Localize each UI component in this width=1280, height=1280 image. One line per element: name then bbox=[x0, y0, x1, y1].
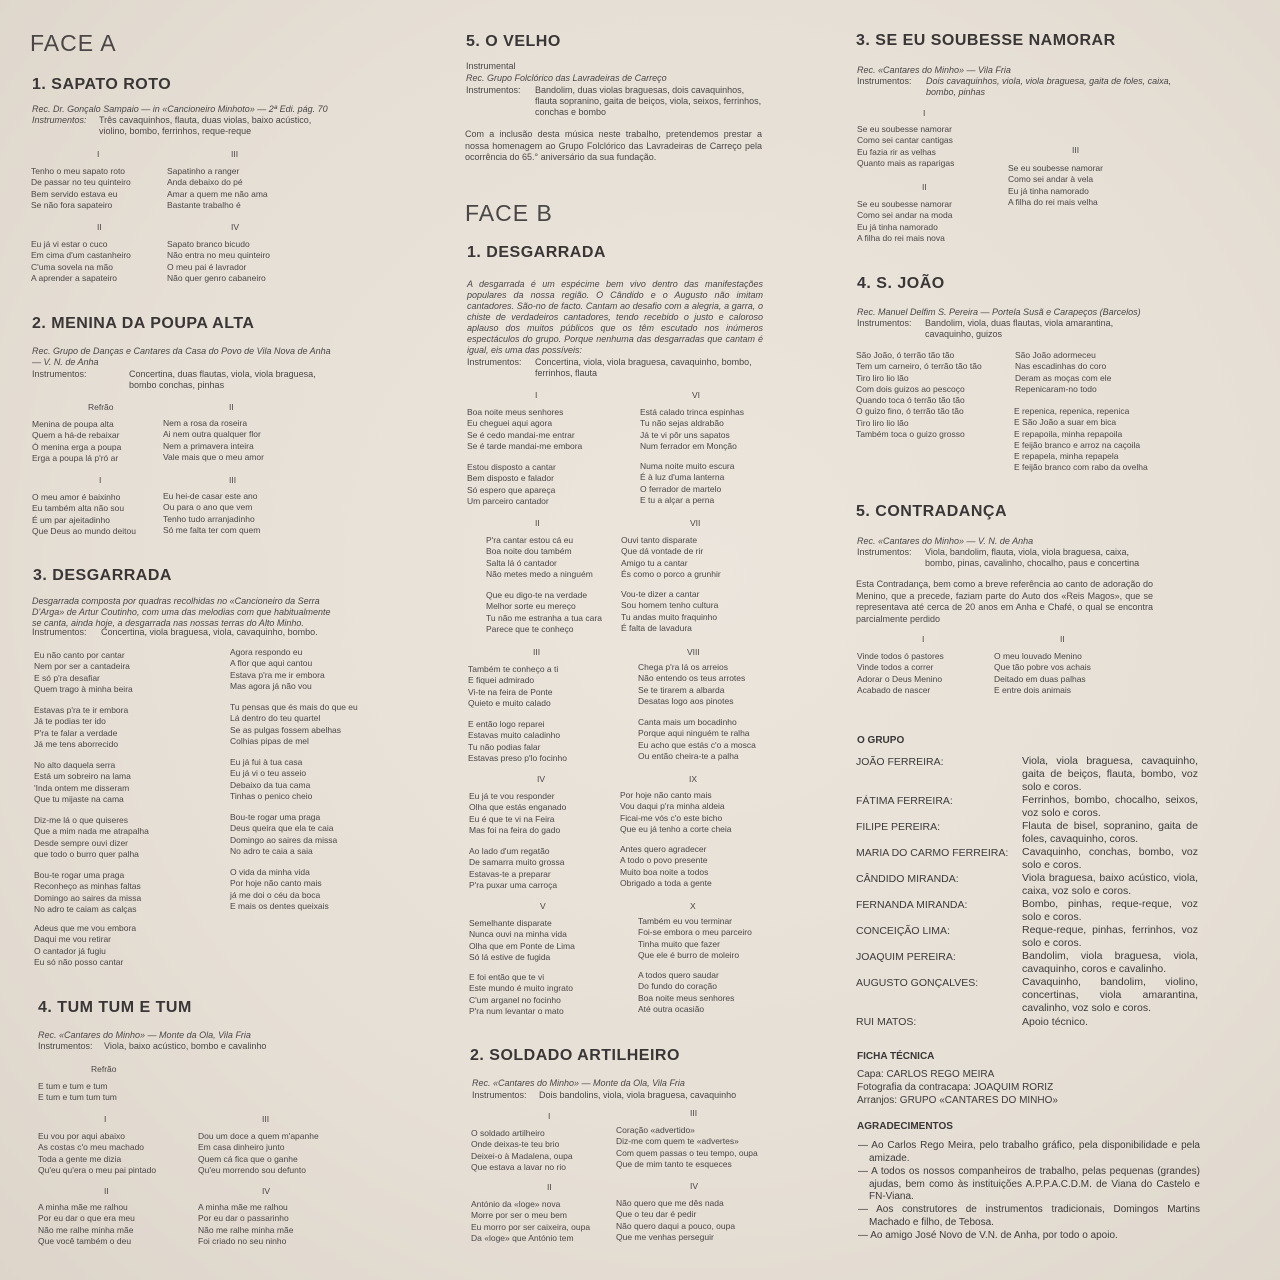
member-name: MARIA DO CARMO FERREIRA: bbox=[856, 847, 1009, 859]
member-name: FERNANDA MIRANDA: bbox=[856, 899, 968, 911]
group-heading: O GRUPO bbox=[857, 735, 905, 746]
track-b2-title: 2. SOLDADO ARTILHEIRO bbox=[470, 1047, 680, 1064]
verse: A minha mãe me ralhou Por eu dar o que era meu Não me ralhe minha mãe Que você também o deu bbox=[38, 1202, 135, 1246]
verse: Semelhante disparate Nunca ouvi na minha vida Olha que em Ponte de Lima Só lá estive de fugida bbox=[469, 918, 575, 962]
track-a5-instruments-label: Instrumentos: bbox=[466, 85, 521, 95]
verse-number: I bbox=[99, 475, 102, 485]
acknowledgement-item: — Ao amigo José Novo de V.N. de Anha, por todo o apoio. bbox=[858, 1230, 1118, 1241]
verse: Antes quero agradecer A todo o povo presente Muito boa noite a todos Obrigado a toda a gente bbox=[620, 844, 712, 888]
verse-number: Refrão bbox=[88, 402, 114, 412]
verse: P'ra cantar estou cá eu Boa noite dou também Salta lá ó cantador Não metes medo a ninguém bbox=[486, 535, 593, 579]
verse-number: II bbox=[104, 1186, 109, 1196]
track-a4-instruments-text: Viola, baixo acústico, bombo e cavalinho bbox=[104, 1041, 267, 1051]
verse-number: II bbox=[97, 222, 102, 232]
verse: O vida da minha vida Por hoje não canto mais já me doi o céu da boca E mais os dentes queixais bbox=[230, 867, 329, 911]
verse-number: I bbox=[923, 108, 926, 118]
verse-number: II bbox=[535, 518, 540, 528]
verse-number: IV bbox=[231, 222, 240, 232]
member-role: Bandolim, viola braguesa, viola, cavaquinho, coros e cavalinho. bbox=[1022, 950, 1198, 975]
verse: Não quero que me dês nada Que o teu dar é pedir Não quero daqui a pouco, oupa Que me venhas perseguir bbox=[616, 1198, 736, 1242]
track-a2-instruments-text: Concertina, duas flautas, viola, viola braguesa, bombo conchas, pinhas bbox=[129, 369, 316, 390]
verse: São João adormeceu Nas escadinhas do coro Deram as moças com ele Repenicaram-no todo bbox=[1015, 350, 1112, 394]
verse-number: III bbox=[533, 647, 541, 657]
verse-number: IV bbox=[690, 1181, 699, 1191]
verse-number: IV bbox=[262, 1186, 271, 1196]
member-role: Cavaquinho, conchas, bombo, voz solo e coros. bbox=[1022, 846, 1198, 871]
verse-number: II bbox=[922, 182, 927, 192]
verse-number: IX bbox=[689, 774, 698, 784]
member-name: CONCEIÇÃO LIMA: bbox=[856, 925, 950, 937]
track-b3-instruments-label: Instrumentos: bbox=[857, 76, 912, 86]
track-a5-instrumental: Instrumental bbox=[466, 61, 516, 71]
verse: Eu já vi estar o cuco Em cima d'um castanheiro C'uma sovela na mão A aprender a sapateiro bbox=[31, 239, 131, 283]
credit-line: Capa: CARLOS REGO MEIRA bbox=[857, 1069, 995, 1080]
member-name: JOAQUIM PEREIRA: bbox=[856, 951, 956, 963]
verse: No alto daquela serra Está um sobreiro na lama 'Inda ontem me disseram Que tu mijaste na cama bbox=[34, 760, 131, 804]
member-role: Flauta de bisel, sopranino, gaita de foles, cavaquinho, coros. bbox=[1022, 820, 1198, 845]
verse: Sapatinho a ranger Anda debaixo do pé Amar a quem me não ama Bastante trabalho é bbox=[167, 166, 268, 210]
verse-number: X bbox=[690, 901, 696, 911]
track-b1-instruments-text: Concertina, viola, viola braguesa, cavaquinho, bombo, ferrinhos, flauta bbox=[535, 357, 752, 378]
member-role: Ferrinhos, bombo, chocalho, seixos, voz solo e coros. bbox=[1022, 794, 1198, 819]
verse: O soldado artilheiro Onde deixas-te teu brio Deixei-o à Madalena, oupa Que estava a lavar no rio bbox=[471, 1128, 573, 1172]
track-a1-instruments: Instrumentos: bbox=[32, 115, 87, 125]
verse: Eu já te vou responder Olha que estás enganado Eu é que te vi na Feira Mas foi na feira do gado bbox=[469, 791, 567, 835]
verse-number: I bbox=[535, 390, 538, 400]
verse-number: VI bbox=[692, 390, 701, 400]
verse-number: VII bbox=[690, 518, 701, 528]
track-a4-rec: Rec. «Cantares do Minho» — Monte da Ola, Vila Fria bbox=[38, 1030, 251, 1040]
verse: E repenica, repenica, repenica E São João a suar em bica E repapoila, minha repapoila E feijão branco e arroz na caçoila E repapela, minha repapela E feijão branco com rabo da ovelha bbox=[1014, 406, 1148, 473]
track-b1-title: 1. DESGARRADA bbox=[467, 244, 606, 261]
verse: Está calado trinca espinhas Tu não sejas aldrabão Já te vi pôr uns sapatos Num ferrador em Monção bbox=[640, 407, 744, 451]
verse: E tum e tum e tum E tum e tum tum tum bbox=[38, 1081, 117, 1103]
member-name: FÁTIMA FERREIRA: bbox=[856, 795, 953, 807]
verse: O meu amor é baixinho Eu também alta não sou É um par ajeitadinho Que Deus ao mundo deitou bbox=[32, 492, 136, 536]
verse: O meu louvado Menino Que tão pobre vos achais Deitado em duas palhas E entre dois animais bbox=[994, 651, 1091, 695]
track-a3-rec: Desgarrada composta por quadras recolhidas no «Cancioneiro da Serra D'Arga» de Artur Coutinho, com uma das melodias com que habitualmente se canta, ainda hoje, a desgarrada nas nossas terras do Alto Minho. bbox=[32, 596, 331, 628]
member-name: JOÃO FERREIRA: bbox=[856, 756, 944, 768]
verse: António da «loge» nova Morre por ser o meu bem Eu morro por ser caixeira, oupa Da «loge» que António tem bbox=[471, 1199, 591, 1243]
track-a5-rec: Rec. Grupo Folclórico das Lavradeiras de Carreço bbox=[466, 73, 667, 83]
track-b4-instruments-label: Instrumentos: bbox=[857, 318, 912, 328]
verse: Por hoje não canto mais Vou daqui p'ra minha aldeia Ficai-me vós c'o este bicho Que eu já tenho a corte cheia bbox=[620, 790, 732, 834]
track-b3-title: 3. SE EU SOUBESSE NAMORAR bbox=[856, 32, 1116, 49]
member-role: Viola braguesa, baixo acústico, viola, caixa, voz solo e coros. bbox=[1022, 872, 1198, 897]
track-a5-note: Com a inclusão desta música neste trabalho, pretendemos prestar a nossa homenagem ao Grupo Folclórico das Lavradeiras de Carreço pela ocorrência do 65.° aniversário da sua fundação. bbox=[465, 129, 762, 162]
track-a2-rec: Rec. Grupo de Danças e Cantares da Casa do Povo de Vila Nova de Anha — V. N. de Anha bbox=[32, 346, 331, 367]
face-a-heading: FACE A bbox=[30, 30, 117, 56]
verse: Coração «advertido» Diz-me com quem te «advertes» Com quem passas o teu tempo, oupa Que de mim tanto te esqueces bbox=[616, 1125, 758, 1169]
track-a3-title: 3. DESGARRADA bbox=[33, 567, 172, 584]
verse-number: III bbox=[262, 1114, 270, 1124]
verse: Vinde todos ó pastores Vinde todos a correr Adorar o Deus Menino Acabado de nascer bbox=[857, 651, 944, 695]
verse: Numa noite muito escura É à luz d'uma lanterna O ferrador de martelo E tu a alçar a perna bbox=[640, 461, 735, 505]
verse: Eu vou por aqui abaixo As costas c'o meu machado Toda a gente me dizia Qu'eu qu'era o meu pai pintado bbox=[38, 1131, 157, 1175]
acknowledgement-item: — Ao Carlos Rego Meira, pelo trabalho gráfico, pela disponibilidade e pela amizade. bbox=[858, 1140, 1200, 1164]
verse: Se eu soubesse namorar Como sei andar à vela Eu já tinha namorado A filha do rei mais velha bbox=[1008, 163, 1103, 207]
verse: Vou-te dizer a cantar Sou homem tenho cultura Tu andas muito fraquinho É falta de lavadura bbox=[621, 589, 719, 633]
verse: Chega p'ra lá os arreios Não entendo os teus arrotes Se te tirarem a albarda Desatas logo aos pinotes bbox=[638, 662, 746, 706]
verse: Também eu vou terminar Foi-se embora o meu parceiro Tinha muito que fazer Que ele é burro de moleiro bbox=[638, 916, 752, 960]
track-a2-title: 2. MENINA DA POUPA ALTA bbox=[32, 315, 255, 332]
track-b5-instruments-text: Viola, bandolim, flauta, viola, viola braguesa, caixa, bombo, pinas, cavalinho, chocalho, paus e concertina bbox=[925, 547, 1140, 568]
credits-heading: FICHA TÉCNICA bbox=[857, 1051, 935, 1062]
acknowledgements-heading: AGRADECIMENTOS bbox=[857, 1121, 953, 1132]
track-b5-note: Esta Contradança, bem como a breve referência ao canto de adoração do Menino, que a precede, faziam parte do Auto dos «Reis Magos», que se representava até cerca de 20 anos em Anha e Chafé, o qual se encontra parcialmente perdido bbox=[856, 579, 1153, 624]
verse-number: III bbox=[231, 149, 239, 159]
track-a3-instruments-text: Concertina, viola braguesa, viola, cavaquinho, bombo. bbox=[101, 627, 318, 637]
credit-line: Fotografia da contracapa: JOAQUIM RORIZ bbox=[857, 1082, 1054, 1093]
credit-line: Arranjos: GRUPO «CANTARES DO MINHO» bbox=[857, 1095, 1058, 1106]
verse: Adeus que me vou embora Daqui me vou retirar O cantador já fugiu Eu só não posso cantar bbox=[34, 923, 137, 967]
verse: Estavas p'ra te ir embora Já te podias ter ido P'ra te falar a verdade Já me tens aborrecido bbox=[34, 705, 129, 749]
member-name: CÂNDIDO MIRANDA: bbox=[856, 873, 959, 885]
acknowledgement-item: — A todos os nossos companheiros de trabalho, pelas pequenas (grandes) ajudas, bem como às instituições A.P.P.A.C.D.M. de Viana do Castelo e FN-Viana. bbox=[858, 1166, 1200, 1202]
verse: Diz-me lá o que quiseres Que a mim nada me atrapalha Desde sempre ouvi dizer que todo o burro quer palha bbox=[34, 815, 149, 859]
verse: Se eu soubesse namorar Como sei cantar cantigas Eu fazia rir as velhas Quanto mais as raparigas bbox=[857, 124, 955, 168]
track-b3-instruments-text: Dois cavaquinhos, viola, viola braguesa, gaita de foles, caixa, bombo, pinhas bbox=[926, 76, 1172, 97]
track-a1-title: 1. SAPATO ROTO bbox=[32, 76, 172, 93]
verse: Tu pensas que és mais do que eu Lá dentro do teu quartel Se as pulgas fossem abelhas Colhias pipas de mel bbox=[230, 702, 358, 746]
track-a1-instruments-text: Três cavaquinhos, flauta, duas violas, baixo acústico, violino, bombo, ferrinhos, reque-reque bbox=[99, 115, 312, 136]
member-name: AUGUSTO GONÇALVES: bbox=[856, 977, 979, 989]
verse: A todos quero saudar Do fundo do coração Boa noite meus senhores Até outra ocasião bbox=[638, 970, 735, 1014]
verse: Dou um doce a quem m'apanhe Em casa dinheiro junto Quem cá fica que o ganhe Qu'eu morrendo sou defunto bbox=[198, 1131, 319, 1175]
verse-number: III bbox=[1072, 145, 1080, 155]
verse-number: II bbox=[1060, 634, 1065, 644]
verse-number: VIII bbox=[687, 647, 700, 657]
verse: Canta mais um bocadinho Porque aqui ninguém te ralha Eu acho que estás c'o a mosca Ou então cheira-te a palha bbox=[638, 717, 756, 761]
member-role: Reque-reque, pinhas, ferrinhos, voz solo e coros. bbox=[1022, 924, 1198, 949]
member-name: RUI MATOS: bbox=[856, 1016, 917, 1028]
verse: Ao lado d'um regatão De samarra muito grossa Estavas-te a preparar P'ra puxar uma carroça bbox=[469, 846, 565, 890]
track-b5-rec: Rec. «Cantares do Minho» — V. N. de Anha bbox=[857, 536, 1034, 546]
verse-number: I bbox=[548, 1111, 551, 1121]
verse-number: V bbox=[540, 901, 546, 911]
verse: Menina de poupa alta Quem a há-de rebaixar Ó menina erga a poupa Erga a poupa lá p'ró ar bbox=[32, 419, 122, 463]
track-b4-instruments-text: Bandolim, viola, duas flautas, viola amarantina, cavaquinho, guizos bbox=[925, 318, 1114, 339]
verse: Bou-te rogar uma praga Deus queira que ela te caia Domingo ao saires da missa No adro te caia a saia bbox=[230, 812, 338, 856]
verse: Eu hei-de casar este ano Ou para o ano que vem Tenho tudo arranjadinho Só me falta ter com quem bbox=[163, 491, 261, 535]
verse-number: II bbox=[229, 402, 234, 412]
member-role: Bombo, pinhas, reque-reque, voz solo e coros. bbox=[1022, 898, 1198, 923]
verse: E então logo reparei Estavas muito caladinho Tu não podias falar Estavas preso p'lo focinho bbox=[468, 719, 567, 763]
verse: São João, ó terrão tão tão Tem um carneiro, ó terrão tão tão Tiro liro lio lão Com dois guizos ao pescoço Quando toca ó terrão tão tão O guizo fino, ó terrão tão tão Tiro liro lio lão Também toca o guizo grosso bbox=[856, 350, 982, 440]
verse-number: IV bbox=[537, 774, 546, 784]
track-a4-instruments-label: Instrumentos: bbox=[38, 1041, 93, 1051]
verse: Estou disposto a cantar Bem disposto e falador Só espero que apareça Um parceiro cantador bbox=[467, 462, 556, 506]
track-b2-instruments-label: Instrumentos: bbox=[472, 1090, 527, 1100]
verse: Eu não canto por cantar Nem por ser a cantadeira E só p'ra desafiar Quem trago à minha beira bbox=[34, 650, 133, 694]
verse: Bou-te rogar uma praga Reconheço as minhas faltas Domingo ao saires da missa No adro te caiam as calças bbox=[34, 870, 142, 914]
verse: Que eu digo-te na verdade Melhor sorte eu mereço Tu não me estranha a tua cara Parece que te conheço bbox=[486, 590, 602, 634]
track-b1-instruments-label: Instrumentos: bbox=[467, 357, 522, 367]
track-b1-intro: A desgarrada é um espécime bem vivo dentro das manifestações populares da nossa região. O Cândido e o Augusto não imitam cantadores. São-no de facto. Cantam ao desafio com a alegria, a garra, o chiste de verdadeiros cantadores, tendo recebido o justo e caloroso aplauso dos muitos públicos que os têm escutado nos inúmeros espectáculos do grupo. Porque nenhuma das desgarradas que cantam é igual, eis uma das possíveis: bbox=[467, 279, 763, 355]
track-b2-instruments-text: Dois bandolins, viola, viola braguesa, cavaquinho bbox=[539, 1090, 737, 1100]
verse: Ouvi tanto disparate Que dá vontade de rir Amigo tu a cantar És como o porco a grunhir bbox=[621, 535, 721, 579]
face-b-heading: FACE B bbox=[465, 200, 553, 226]
track-b4-title: 4. S. JOÃO bbox=[857, 275, 945, 292]
verse: A minha mãe me ralhou Por eu dar o passarinho Não me ralhe minha mãe Foi criado no seu ninho bbox=[198, 1202, 294, 1246]
verse-number: II bbox=[547, 1182, 552, 1192]
verse: Também te conheço a ti E fiquei admirado Vi-te na feira de Ponte Quieto e muito calado bbox=[468, 664, 559, 708]
track-a3-instruments-label: Instrumentos: bbox=[32, 627, 87, 637]
track-a5-title: 5. O VELHO bbox=[466, 33, 561, 50]
acknowledgement-item: — Aos construtores de instrumentos tradicionais, Domingos Martins Machado e filho, de Tebosa. bbox=[858, 1204, 1200, 1228]
verse: Eu já fui à tua casa Eu já vi o teu asseio Debaixo da tua cama Tinhas o penico cheio bbox=[230, 757, 313, 801]
member-role: Viola, viola braguesa, cavaquinho, gaita de beiços, flauta, bombo, voz solo e coros. bbox=[1022, 755, 1198, 793]
verse: Nem a rosa da roseira Ai nem outra qualquer flor Nem a primavera inteira Vale mais que o meu amor bbox=[163, 418, 264, 462]
member-role: Apoio técnico. bbox=[1022, 1016, 1088, 1028]
verse-number: Refrão bbox=[91, 1064, 117, 1074]
verse: Se eu soubesse namorar Como sei andar na moda Eu já tinha namorado A filha do rei mais nova bbox=[857, 199, 953, 243]
member-name: FILIPE PEREIRA: bbox=[856, 821, 941, 833]
track-a4-title: 4. TUM TUM E TUM bbox=[38, 999, 192, 1016]
verse: E foi então que te vi Este mundo é muito ingrato C'um arganel no focinho P'ra num levantar o mato bbox=[469, 972, 573, 1016]
track-b2-rec: Rec. «Cantares do Minho» — Monte da Ola, Vila Fria bbox=[472, 1078, 685, 1088]
verse: Boa noite meus senhores Eu cheguei aqui agora Se é cedo mandai-me entrar Se é tarde mandai-me embora bbox=[467, 407, 583, 451]
track-b4-rec: Rec. Manuel Delfim S. Pereira — Portela Susã e Carapeços (Barcelos) bbox=[857, 307, 1141, 317]
track-b3-rec: Rec. «Cantares do Minho» — Vila Fria bbox=[857, 65, 1011, 75]
member-role: Cavaquinho, bandolim, violino, concertinas, viola amarantina, cavalinho, voz solo e coros. bbox=[1022, 976, 1198, 1014]
verse-number: III bbox=[229, 475, 237, 485]
verse-number: I bbox=[922, 634, 925, 644]
track-a1-rec: Rec. Dr. Gonçalo Sampaio — in «Cancioneiro Minhoto» — 2ª Edi. pág. 70 bbox=[32, 104, 328, 114]
verse-number: III bbox=[690, 1108, 698, 1118]
verse: Sapato branco bicudo Não entra no meu quinteiro O meu pai é lavrador Não quer genro cabaneiro bbox=[167, 239, 271, 283]
verse: Tenho o meu sapato roto De passar no teu quinteiro Bem servido estava eu Se não fora sapateiro bbox=[31, 166, 131, 210]
verse-number: I bbox=[104, 1114, 107, 1124]
track-a2-instruments-label: Instrumentos: bbox=[32, 369, 87, 379]
verse-number: I bbox=[97, 149, 100, 159]
track-b5-title: 5. CONTRADANÇA bbox=[856, 503, 1007, 520]
verse: Agora respondo eu A flor que aqui cantou Estava p'ra me ir embora Mas agora já não vou bbox=[230, 647, 325, 691]
track-a5-instruments-text: Bandolim, duas violas braguesas, dois cavaquinhos, flauta sopranino, gaita de beiços, viola, seixos, ferrinhos, conchas e bombo bbox=[535, 85, 762, 117]
track-b5-instruments-label: Instrumentos: bbox=[857, 547, 912, 557]
